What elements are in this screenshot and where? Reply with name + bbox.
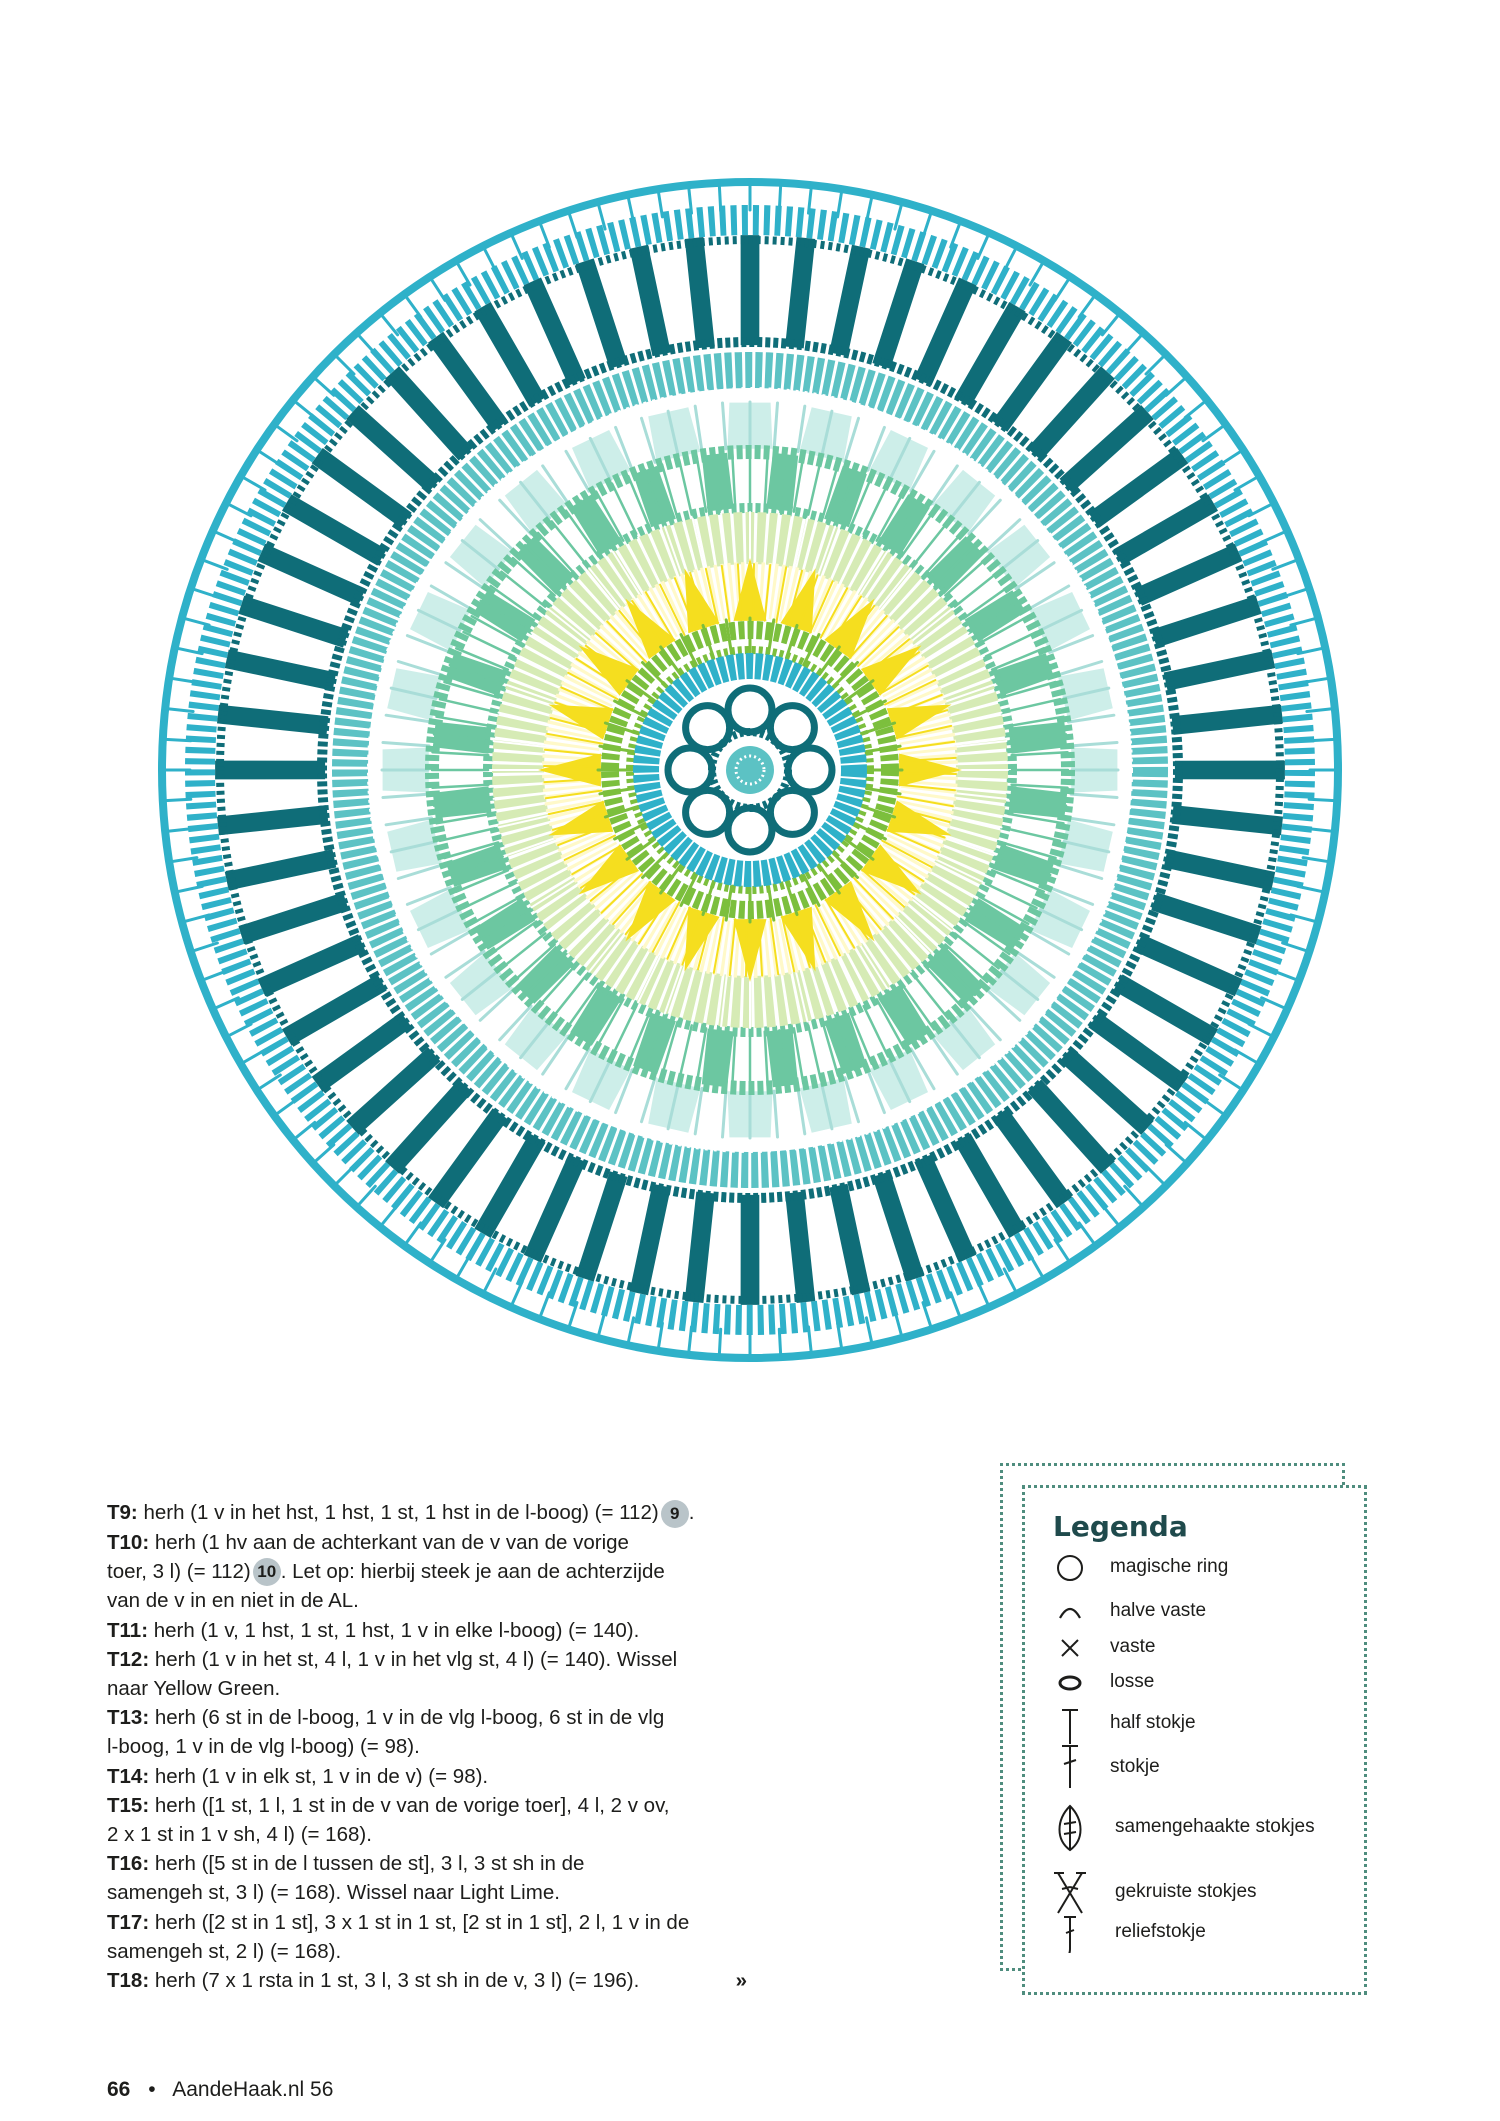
legend-label: half stokje [1110, 1712, 1196, 1733]
photo-reference-badge: 9 [661, 1500, 689, 1528]
page-footer [107, 2078, 333, 2102]
continue-arrow-icon: » [735, 1969, 747, 1992]
instruction-line [107, 1528, 747, 1557]
photo-reference-badge: 10 [253, 1558, 281, 1586]
row-label: T13: [107, 1706, 150, 1730]
instruction-line [107, 1849, 747, 1878]
instruction-line [107, 1937, 747, 1966]
instruction-text: naar Yellow Green. [107, 1676, 281, 1700]
legend-title: Legenda [1053, 1510, 1188, 1543]
legend-label: losse [1110, 1671, 1155, 1692]
instruction-text: herh (1 v in het st, 4 l, 1 v in het vlg st, 4 l) (= 140). Wissel [149, 1647, 678, 1671]
legend-label: stokje [1110, 1756, 1160, 1777]
instruction-text: herh ([5 st in de l tussen de st], 3 l, 3 st sh in de [149, 1852, 585, 1876]
instruction-text: 2 x 1 st in 1 v sh, 4 l) (= 168). [107, 1822, 372, 1846]
instruction-text: herh (1 v, 1 hst, 1 st, 1 hst, 1 v in elke l-boog) (= 140). [148, 1618, 640, 1642]
instruction-line [107, 1966, 747, 1995]
instruction-text: van de v in en niet in de AL. [107, 1589, 359, 1613]
legend-label: magische ring [1110, 1556, 1229, 1577]
instruction-line [107, 1674, 747, 1703]
chain-icon [1050, 1663, 1090, 1703]
instruction-line [107, 1616, 747, 1645]
instruction-text: toer, 3 l) (= 112) [107, 1559, 251, 1583]
slip-stitch-icon [1050, 1592, 1090, 1632]
pattern-instructions [107, 1498, 747, 1995]
crossed-stitch-icon [1050, 1867, 1090, 1919]
instruction-text-after: . [688, 1501, 695, 1524]
instruction-text-after: . Let op: hierbij steek je aan de achterzijde [280, 1559, 665, 1583]
row-label: T11: [107, 1618, 149, 1642]
row-label: T10: [107, 1530, 150, 1554]
row-label: T18: [107, 1969, 150, 1992]
instruction-text: herh ([1 st, 1 l, 1 st in de v van de vorige toer], 4 l, 2 v ov, [149, 1793, 670, 1817]
legend-label: halve vaste [1110, 1600, 1207, 1621]
instruction-line [107, 1762, 747, 1791]
magic-ring-icon [1050, 1548, 1090, 1588]
legend-label: vaste [1110, 1636, 1156, 1657]
double-crochet-icon [1050, 1742, 1090, 1794]
instruction-line [107, 1645, 747, 1674]
legend-label: reliefstokje [1115, 1921, 1206, 1942]
single-crochet-icon [1050, 1628, 1090, 1668]
post-stitch-icon [1050, 1913, 1090, 1953]
row-label: T16: [107, 1852, 150, 1876]
page-number: 66 [107, 2078, 131, 2101]
instruction-line [107, 1908, 747, 1937]
mandala-centre [726, 746, 774, 794]
instruction-text: herh (7 x 1 rsta in 1 st, 3 l, 3 st sh in de v, 3 l) (= 196). [149, 1969, 640, 1992]
instruction-line [107, 1586, 747, 1615]
instruction-line [107, 1732, 747, 1761]
instruction-text: herh ([2 st in 1 st], 3 x 1 st in 1 st, [2 st in 1 st], 2 l, 1 v in de [149, 1910, 690, 1934]
crochet-mandala-image [150, 165, 1350, 1375]
legend-label: samengehaakte stokjes [1115, 1816, 1315, 1837]
instruction-text: herh (1 hv aan de achterkant van de v van de vorige [149, 1530, 629, 1554]
row-label: T12: [107, 1647, 150, 1671]
instruction-line [107, 1703, 747, 1732]
row-label: T9: [107, 1501, 138, 1524]
instruction-text: samengeh st, 3 l) (= 168). Wissel naar Light Lime. [107, 1881, 560, 1905]
half-double-crochet-icon [1050, 1704, 1090, 1744]
instruction-line [107, 1557, 747, 1587]
row-label: T17: [107, 1910, 150, 1934]
instruction-line [107, 1820, 747, 1849]
row-label: T15: [107, 1793, 150, 1817]
instruction-text: samengeh st, 2 l) (= 168). [107, 1939, 342, 1963]
instruction-line [107, 1878, 747, 1907]
instruction-text: herh (1 v in het hst, 1 hst, 1 st, 1 hst in de l-boog) (= 112) [137, 1501, 659, 1524]
magazine-name: AandeHaak.nl 56 [172, 2078, 334, 2101]
footer-separator: • [148, 2078, 156, 2101]
decrease-cluster-icon [1050, 1802, 1090, 1854]
instruction-text: herh (1 v in elk st, 1 v in de v) (= 98). [149, 1764, 489, 1788]
instruction-line [107, 1791, 747, 1820]
instruction-line [107, 1498, 747, 1528]
row-label: T14: [107, 1764, 150, 1788]
instruction-text: l-boog, 1 v in de vlg l-boog) (= 98). [107, 1735, 420, 1759]
legend-label: gekruiste stokjes [1115, 1881, 1257, 1902]
instruction-text: herh (6 st in de l-boog, 1 v in de vlg l-boog, 6 st in de vlg [149, 1706, 665, 1730]
